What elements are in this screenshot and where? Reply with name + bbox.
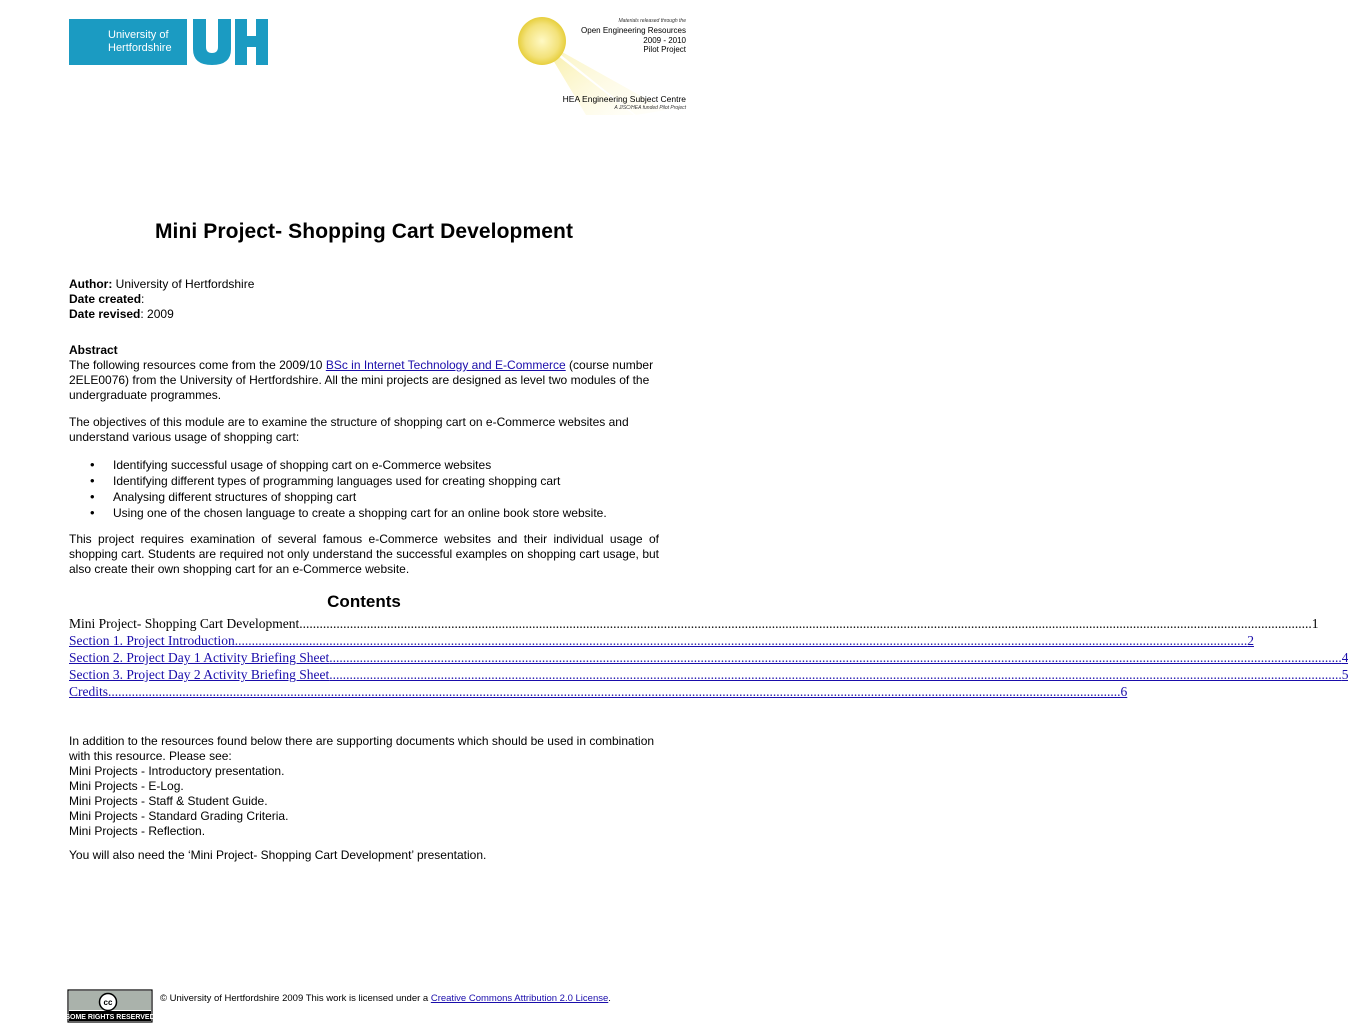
meta-block [69,277,659,322]
toc-page-number: 5 [1341,667,1348,682]
supporting-item: Mini Projects - Standard Grading Criteria. [69,809,289,823]
table-of-contents [69,615,1348,700]
toc-page-number: 1 [1311,616,1319,631]
objective-text: Identifying different types of programming languages used for creating shopping cart [113,474,561,488]
abstract-text-after: (course number 2ELE0076) from the University of Hertfordshire. All the mini projects are designed as level two modules of the undergraduate programmes. [69,358,654,402]
oer-pilot-badge [516,15,690,115]
toc-page-number: 4 [1341,650,1348,665]
revised-label: Date revised [69,307,141,321]
license-footer [65,990,668,1022]
objectives-list [69,457,659,521]
objectives-paragraph: The objectives of this module are to examine the structure of shopping cart on e-Commerce websites and understand various usage of shopping cart: [69,415,629,444]
objective-item [69,473,659,489]
oer-line3: 2009 - 2010 [643,36,686,45]
author-line [69,277,659,292]
objective-text: Identifying successful usage of shopping cart on e-Commerce websites [113,458,492,472]
supporting-item: Mini Projects - E-Log. [69,779,184,793]
document-title: Mini Project- Shopping Cart Development [154,220,574,243]
abstract-section [69,343,659,403]
supporting-item: Mini Projects - Staff & Student Guide. [69,794,268,808]
toc-leader-dots: ............................................................................................................................................................................................................................................................................................................ [234,633,1248,648]
bullet-icon: • [90,505,95,520]
footer-text-after: . [608,993,611,1004]
toc-leader-dots: ............................................................................................................................................................................................................................................................................................................ [329,650,1342,665]
toc-entry[interactable] [69,649,1348,666]
objective-item [69,489,659,505]
toc-page-number: 6 [1120,684,1128,699]
oer-line2: Open Engineering Resources [581,26,686,35]
toc-entry-label: Credits [69,684,108,699]
toc-leader-dots: ............................................................................................................................................................................................................................................................................................................ [329,667,1342,682]
abstract-text-before: The following resources come from the 2009/10 [69,358,326,372]
objective-item [69,505,659,521]
contents-heading: Contents [327,592,401,611]
footer-copyright [160,993,611,1004]
bullet-icon: • [90,457,95,472]
footer-text-before: © University of Hertfordshire 2009 This work is licensed under a [160,993,431,1004]
oer-line1: Materials released through the [618,18,686,24]
requirements-paragraph: This project requires examination of several famous e-Commerce websites and their individual usage of shopping cart. Students are required not only understand the successful examples on shopping cart usage, but also create their own shopping cart for an e-Commerce website. [69,532,659,576]
university-logo [69,19,269,65]
oer-line4: Pilot Project [643,45,686,54]
supporting-intro: In addition to the resources found below there are supporting documents which should be used in combination with this resource. Please see: [69,734,655,763]
toc-entry-label: Section 2. Project Day 1 Activity Briefing Sheet [69,650,330,665]
license-link[interactable]: Creative Commons Attribution 2.0 License [430,993,609,1004]
objective-text: Analysing different structures of shopping cart [113,490,357,504]
created-label: Date created [69,292,142,306]
toc-entry[interactable] [69,615,1319,632]
toc-entry[interactable] [69,666,1348,683]
revised-line [69,307,659,322]
supporting-item: Mini Projects - Reflection. [69,824,206,838]
closing-note: You will also need the ‘Mini Project- Shopping Cart Development’ presentation. [69,848,487,862]
abstract-paragraph [69,358,659,403]
oer-line6: A JISC/HEA funded Pilot Project [614,105,686,111]
author-label: Author: [69,277,113,291]
creative-commons-badge[interactable] [65,990,155,1022]
objective-item [69,457,659,473]
created-value: : [141,292,145,306]
bullet-icon: • [90,489,95,504]
logo-line1: University of [108,29,169,41]
revised-value: : 2009 [140,307,174,321]
programme-link[interactable]: BSc in Internet Technology and E-Commerce [325,358,566,372]
logo-line2: Hertfordshire [108,42,172,54]
objective-text: Using one of the chosen language to create a shopping cart for an online book store website. [113,506,607,520]
cc-badge-text: SOME RIGHTS RESERVED [65,1014,155,1021]
bullet-icon: • [90,473,95,488]
toc-page-number: 2 [1247,633,1254,648]
toc-entry-label: Section 3. Project Day 2 Activity Briefing Sheet [69,667,330,682]
toc-entry-label: Mini Project- Shopping Cart Development [69,616,300,631]
toc-entry[interactable] [69,683,1128,700]
author-value: University of Hertfordshire [115,277,255,291]
toc-leader-dots: ............................................................................................................................................................................................................................................................................................................ [299,616,1312,631]
created-line [69,292,659,307]
supporting-item: Mini Projects - Introductory presentation. [69,764,285,778]
toc-leader-dots: ............................................................................................................................................................................................................................................................................................................ [108,684,1121,699]
toc-entry[interactable] [69,632,1254,649]
toc-entry-label: Section 1. Project Introduction [69,633,235,648]
oer-line5: HEA Engineering Subject Centre [562,94,686,104]
abstract-heading: Abstract [69,343,118,357]
supporting-list [69,764,659,839]
cc-symbol: cc [103,998,113,1007]
